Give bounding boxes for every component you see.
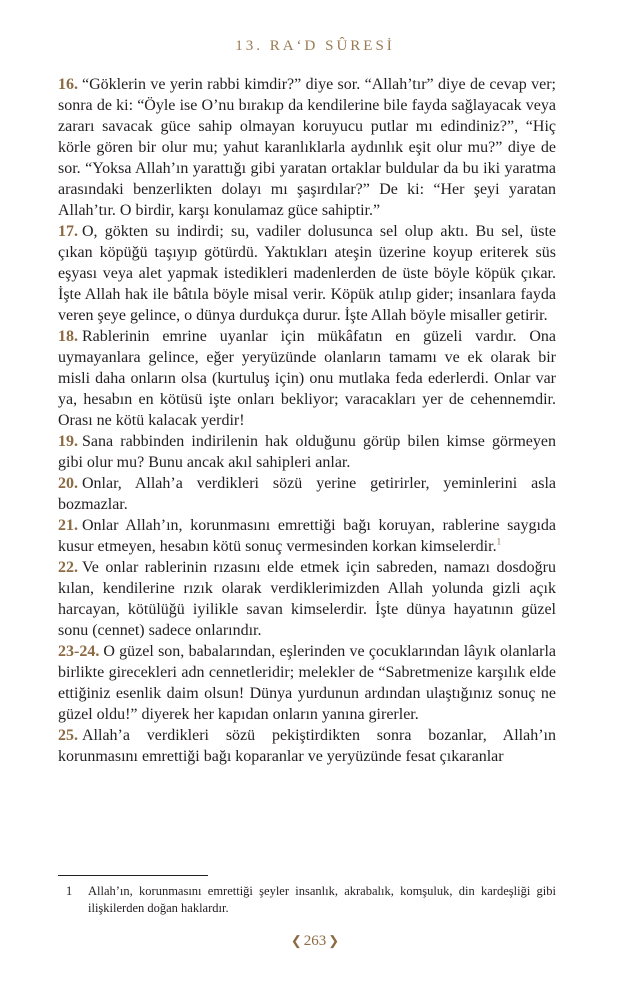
running-header: 13. RA‘D SÛRESİ [235, 38, 395, 54]
verse-number: 23-24. [58, 643, 100, 660]
verse-number: 22. [58, 559, 78, 576]
verse-paragraph [58, 557, 556, 641]
verse-paragraph [58, 473, 556, 515]
verse-text: Sana rabbinden indirilenin hak olduğunu görüp bilen kimse görmeyen gibi olur mu? Bunu ancak akıl sahipleri anlar. [58, 433, 556, 471]
verse-paragraph [58, 725, 556, 767]
footnote-number: 1 [66, 884, 73, 898]
footnote-divider [58, 875, 208, 876]
verse-paragraph [58, 326, 556, 431]
verse-text: Rablerinin emrine uyanlar için mükâfatın en güzeli vardır. Ona uymayanlara gelince, eğer yeryüzünde olanların tamamı ve ek olarak bir misli daha onların olsa (kurtuluş için) onu mutlaka feda ederlerdi. Onlar var ya, hesabın en kötüsü işte onları bekliyor; varacakları yer de cehennemdir. Orası ne kötü kalacak yerdir! [58, 328, 556, 429]
verse-paragraph [58, 431, 556, 473]
verse-text: Onlar, Allah’a verdikleri sözü yerine getirirler, yeminlerini asla bozmazlar. [58, 475, 556, 513]
footnote [58, 883, 556, 917]
footnote-reference[interactable]: 1 [496, 536, 502, 547]
verse-text: Onlar Allah’ın, korunmasını emrettiği bağı koruyan, rablerine saygıda kusur etmeyen, hesabın kötü sonuç vermesinden korkan kimselerdir. [58, 517, 556, 555]
page-number-block [0, 933, 630, 950]
verse-paragraph [58, 74, 556, 221]
verse-paragraph [58, 221, 556, 326]
verse-number: 18. [58, 328, 78, 345]
left-ornament-icon: ❮ [290, 933, 302, 948]
verse-text: O, gökten su indirdi; su, vadiler dolusunca sel olup aktı. Bu sel, üste çıkan köpüğü taşıyıp götürdü. Yaktıkları ateşin üzerine koyup eriterek süs eşyası veya alet yapmak istedikleri madenlerden de üste böyle köpük çıkar. İşte Allah hak ile bâtıla böyle misal verir. Köpük atılıp gider; insanlara fayda veren şeye gelince, o dünya durdukça durur. İşte Allah böyle misaller getirir. [58, 223, 556, 324]
verse-number: 19. [58, 433, 78, 450]
verse-text: “Göklerin ve yerin rabbi kimdir?” diye sor. “Allah’tır” diye de cevap ver; sonra de ki: “Öyle ise O’nu bırakıp da kendilerine bile fayda sağlayacak veya zararı savacak güce sahip olmayan koruyucu putlar mı edindiniz?”, “Hiç körle gören bir olur mu; yahut karanlıklarla aydınlık eşit olur mu?” diye de sor. “Yoksa Allah’ın yarattığı gibi yaratan ortaklar buldular da bu iki yaratma arasındaki benzerlikten dolayı mı şaşırdılar?” De ki: “Her şeyi yaratan Allah’tır. O birdir, karşı konulamaz güce sahiptir.” [58, 76, 556, 219]
page-number: 263 [303, 933, 327, 949]
verse-text: Allah’a verdikleri sözü pekiştirdikten sonra bozanlar, Allah’ın korunmasını emrettiği bağı koparanlar ve yeryüzünde fesat çıkaranlar [58, 727, 556, 765]
verse-number: 16. [58, 76, 78, 93]
verse-paragraph [58, 515, 556, 557]
footnote-text: Allah’ın, korunmasını emrettiği şeyler insanlık, akrabalık, komşuluk, din kardeşliği gibi ilişkilerden doğan haklardır. [88, 884, 556, 915]
verse-paragraph [58, 641, 556, 725]
verse-number: 25. [58, 727, 78, 744]
verse-number: 21. [58, 517, 78, 534]
verse-number: 17. [58, 223, 78, 240]
verse-text: Ve onlar rablerinin rızasını elde etmek için sabreden, namazı dosdoğru kılan, kendilerine rızık olarak verdiklerimizden Allah yolunda gizli açık harcayan, kötülüğü iyilikle savan kimselerdir. İşte dünya hayatının güzel sonu (cennet) sadece onlarındır. [58, 559, 556, 639]
verse-text: O güzel son, babalarından, eşlerinden ve çocuklarından lâyık olanlarla birlikte girecekleri adn cennetleridir; melekler de “Sabretmenize karşılık elde ettiğiniz esenlik daim olsun! Dünya yurdunun ardından ulaştığınız sonuç ne güzel oldu!” diyerek her kapıdan onların yanına girerler. [58, 643, 556, 723]
verse-text-body [58, 74, 556, 767]
verse-number: 20. [58, 475, 78, 492]
right-ornament-icon: ❯ [328, 933, 340, 948]
